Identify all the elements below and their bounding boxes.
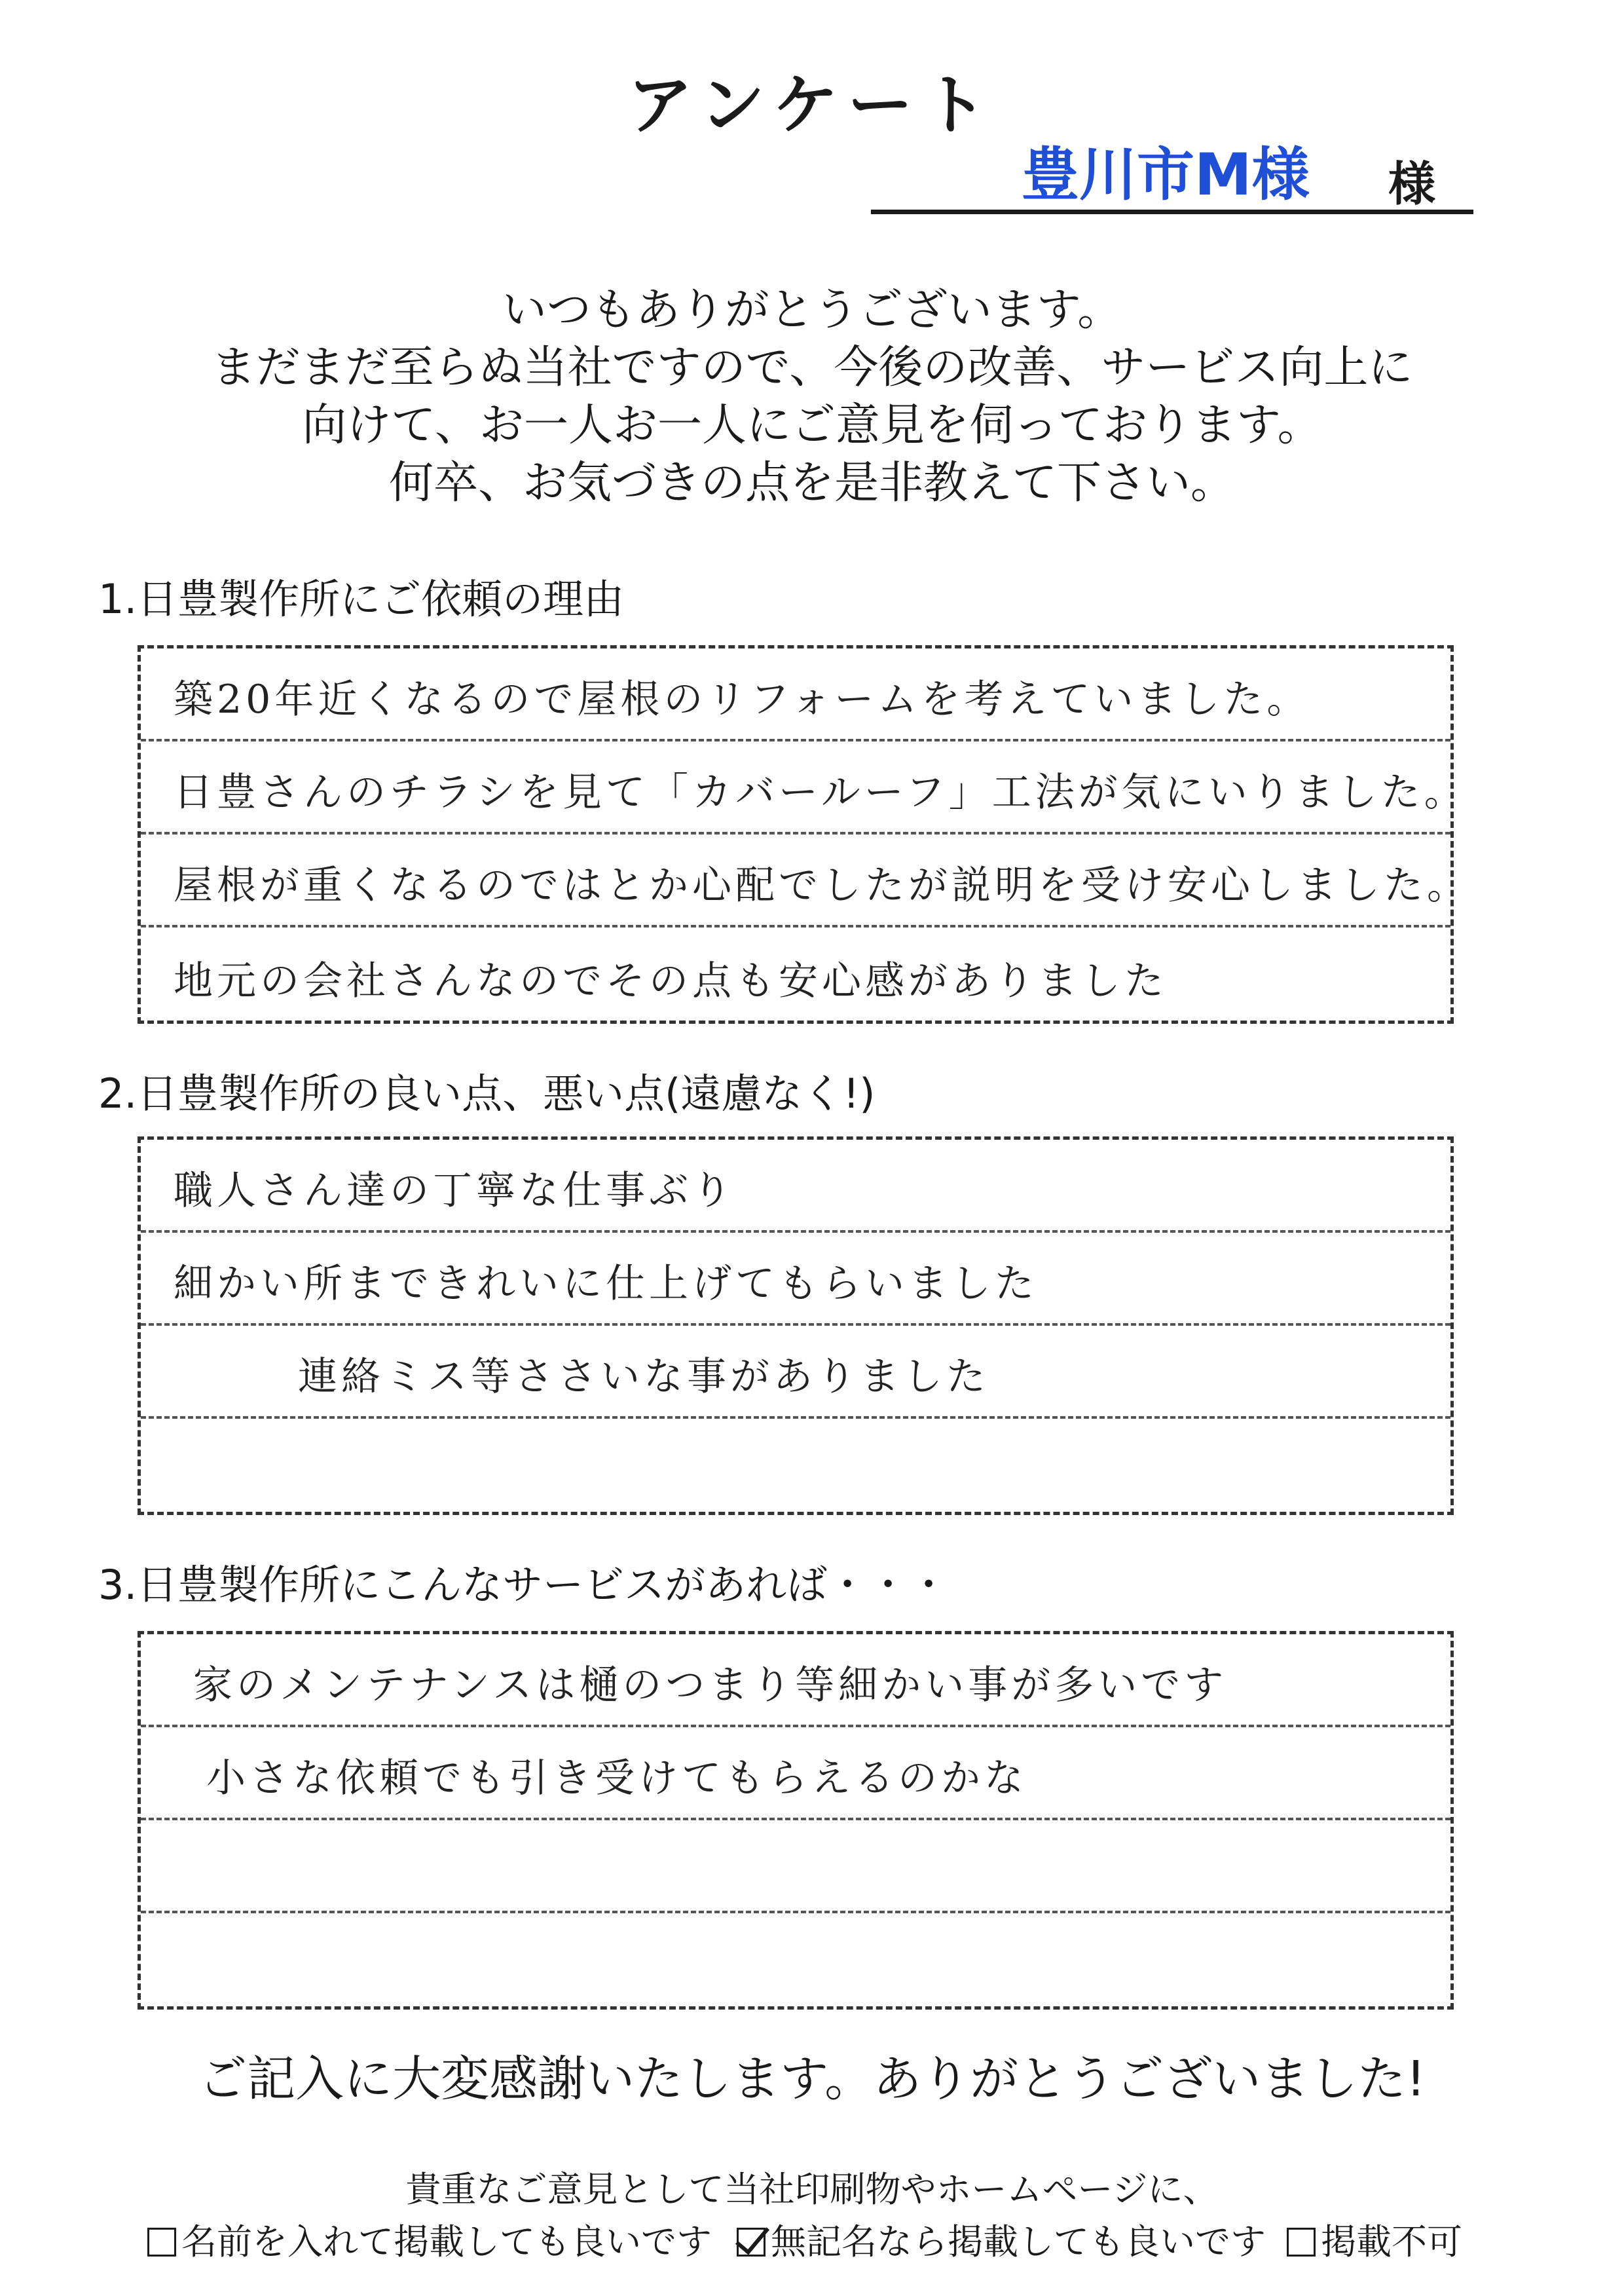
answer-line <box>141 1326 1450 1419</box>
answer-line <box>141 1233 1450 1326</box>
handwritten-answer: 連絡ミス等ささいな事がありました <box>298 1354 989 1400</box>
handwritten-answer: 日豊さんのチラシを見て「カバールーフ」工法が気にいりました。 <box>174 770 1467 815</box>
handwritten-answer: 職人さん達の丁寧な仕事ぶり <box>174 1168 735 1214</box>
section-1-answer-box <box>138 645 1470 1024</box>
consent-option-label: 名前を入れて掲載しても良いです <box>181 2221 712 2262</box>
handwritten-answer: 地元の会社さんなのでその点も安心感がありました <box>174 958 1168 1004</box>
consent-option-label: 掲載不可 <box>1321 2221 1462 2262</box>
page-title: アンケート <box>627 67 997 143</box>
answer-line <box>141 741 1467 834</box>
answer-line <box>141 1727 1450 1820</box>
handwritten-answer: 細かい所まできれいに仕上げてもらいました <box>174 1261 1038 1307</box>
answer-line <box>141 1913 1450 2006</box>
handwritten-answer: 小さな依頼でも引き受けてもらえるのかな <box>206 1755 1027 1801</box>
handwritten-answer: 家のメンテナンスは樋のつまり等細かい事が多いです <box>193 1662 1228 1708</box>
handwritten-answer: 築20年近くなるので屋根のリフォームを考えていました。 <box>174 677 1310 722</box>
consent-option-label: 無記名なら掲載しても良いです <box>771 2221 1266 2262</box>
answer-line <box>141 834 1470 928</box>
consent-option-anonymous[interactable] <box>737 2214 1266 2264</box>
customer-suffix: 様 <box>1388 157 1436 212</box>
checkbox[interactable] <box>147 2228 176 2257</box>
intro-line: 向けて、お一人お一人にご意見を伺っております。 <box>302 400 1322 451</box>
section-3-heading: 3.日豊製作所にこんなサービスがあれば・・・ <box>98 1561 950 1609</box>
customer-name-field <box>871 121 1473 214</box>
intro-line: まだまだ至らぬ当社ですので、今後の改善、サービス向上に <box>211 342 1413 394</box>
answer-line <box>141 1140 1450 1233</box>
section-1-heading: 1.日豊製作所にご依頼の理由 <box>98 575 625 623</box>
handwritten-answer: 屋根が重くなるのではとか心配でしたが説明を受け安心しました。 <box>174 863 1470 909</box>
checkbox-checked[interactable] <box>737 2228 766 2257</box>
publication-consent-note: 貴重なご意見として当社印刷物やホームページに、 <box>405 2169 1219 2210</box>
answer-line <box>141 648 1450 741</box>
answer-line <box>141 1820 1450 1913</box>
consent-option-no-publish[interactable] <box>1287 2214 1462 2264</box>
intro-line: いつもありがとうございます。 <box>502 284 1122 336</box>
answer-line <box>141 928 1450 1021</box>
answer-line <box>141 1634 1450 1727</box>
section-2-heading: 2.日豊製作所の良い点、悪い点(遠慮なく!) <box>98 1070 876 1117</box>
section-3-answer-box <box>138 1631 1454 2010</box>
customer-name: 豊川市M様 <box>1022 141 1310 208</box>
intro-text <box>0 282 1624 512</box>
checkbox[interactable] <box>1287 2228 1316 2257</box>
section-2-answer-box <box>138 1136 1454 1515</box>
thank-you-message: ご記入に大変感謝いたします。ありがとうございました! <box>198 2051 1426 2107</box>
answer-line <box>141 1419 1450 1512</box>
consent-option-with-name[interactable] <box>147 2214 712 2264</box>
intro-line: 何卒、お気づきの点を是非教えて下さい。 <box>388 457 1235 509</box>
